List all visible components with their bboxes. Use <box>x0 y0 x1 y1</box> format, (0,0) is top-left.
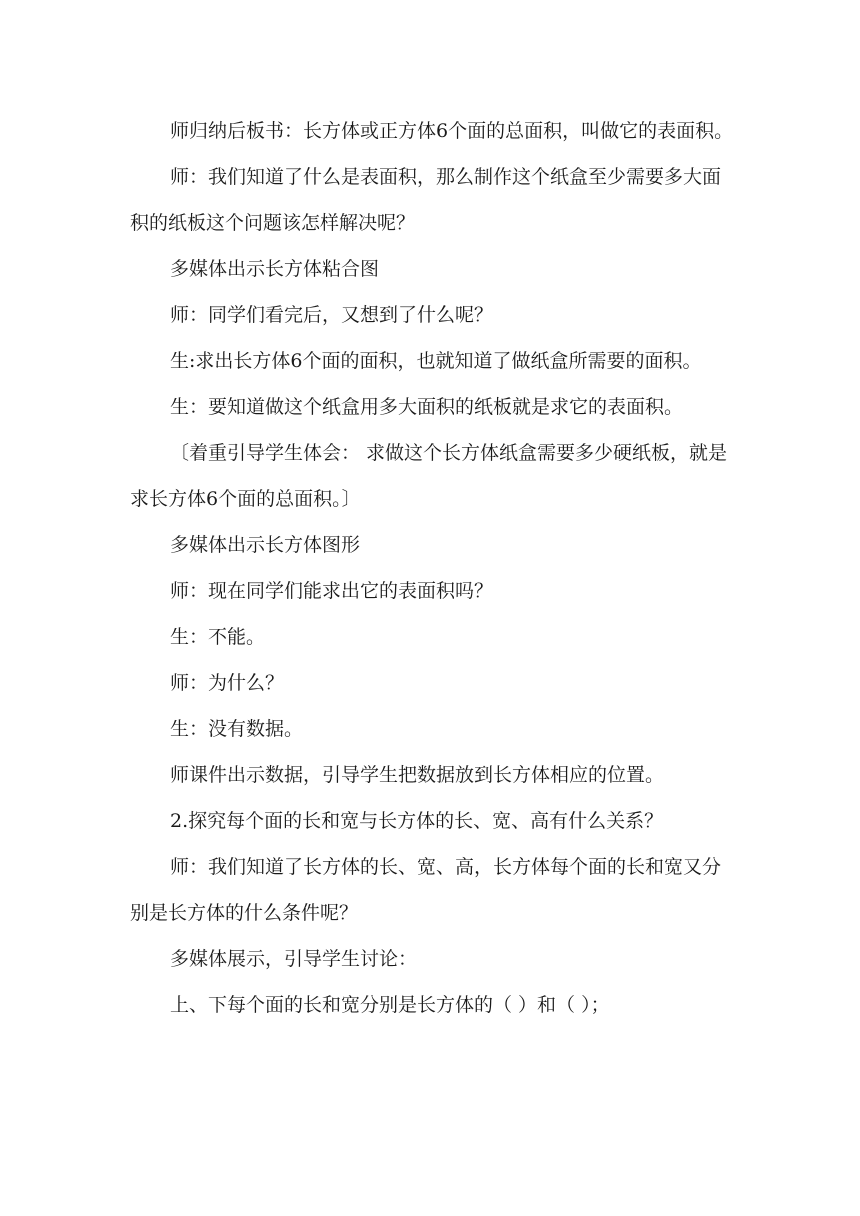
document-body <box>130 108 735 1028</box>
paragraph-student-answer-1: 生:求出长方体6个面的面积，也就知道了做纸盒所需要的面积。 <box>170 350 702 372</box>
paragraph-teacher-face-dimensions: 师：我们知道了长方体的长、宽、高，长方体每个面的长和宽又分别是长方体的什么条件呢？ <box>130 856 722 924</box>
paragraph-teacher-shows-data: 师课件出示数据，引导学生把数据放到长方体相应的位置。 <box>170 764 665 786</box>
paragraph-teacher-question-material: 师：我们知道了什么是表面积，那么制作这个纸盒至少需要多大面积的纸板这个问题该怎样解决呢？ <box>130 166 722 234</box>
paragraph-section-2-heading: 2.探究每个面的长和宽与长方体的长、宽、高有什么关系？ <box>170 810 664 832</box>
paragraph-teacher-why: 师：为什么？ <box>170 672 285 694</box>
paragraph-summary-definition: 师归纳后板书：长方体或正方体6个面的总面积，叫做它的表面积。 <box>170 120 734 142</box>
paragraph-multimedia-net-diagram: 多媒体出示长方体粘合图 <box>170 258 380 280</box>
paragraph-guidance-note: 〔着重引导学生体会： 求做这个长方体纸盒需要多少硬纸板，就是求长方体6个面的总面积。〕 <box>130 442 728 510</box>
paragraph-student-cannot: 生：不能。 <box>170 626 266 648</box>
paragraph-student-no-data: 生：没有数据。 <box>170 718 304 740</box>
paragraph-multimedia-cuboid: 多媒体出示长方体图形 <box>170 534 361 556</box>
paragraph-student-answer-2: 生：要知道做这个纸盒用多大面积的纸板就是求它的表面积。 <box>170 396 684 418</box>
paragraph-teacher-can-compute: 师：现在同学们能求出它的表面积吗？ <box>170 580 494 602</box>
paragraph-top-bottom-faces: 上、下每个面的长和宽分别是长方体的（ ）和（ ）； <box>170 994 610 1016</box>
paragraph-multimedia-discussion: 多媒体展示，引导学生讨论： <box>170 948 418 970</box>
paragraph-teacher-what-think: 师：同学们看完后，又想到了什么呢？ <box>170 304 494 326</box>
